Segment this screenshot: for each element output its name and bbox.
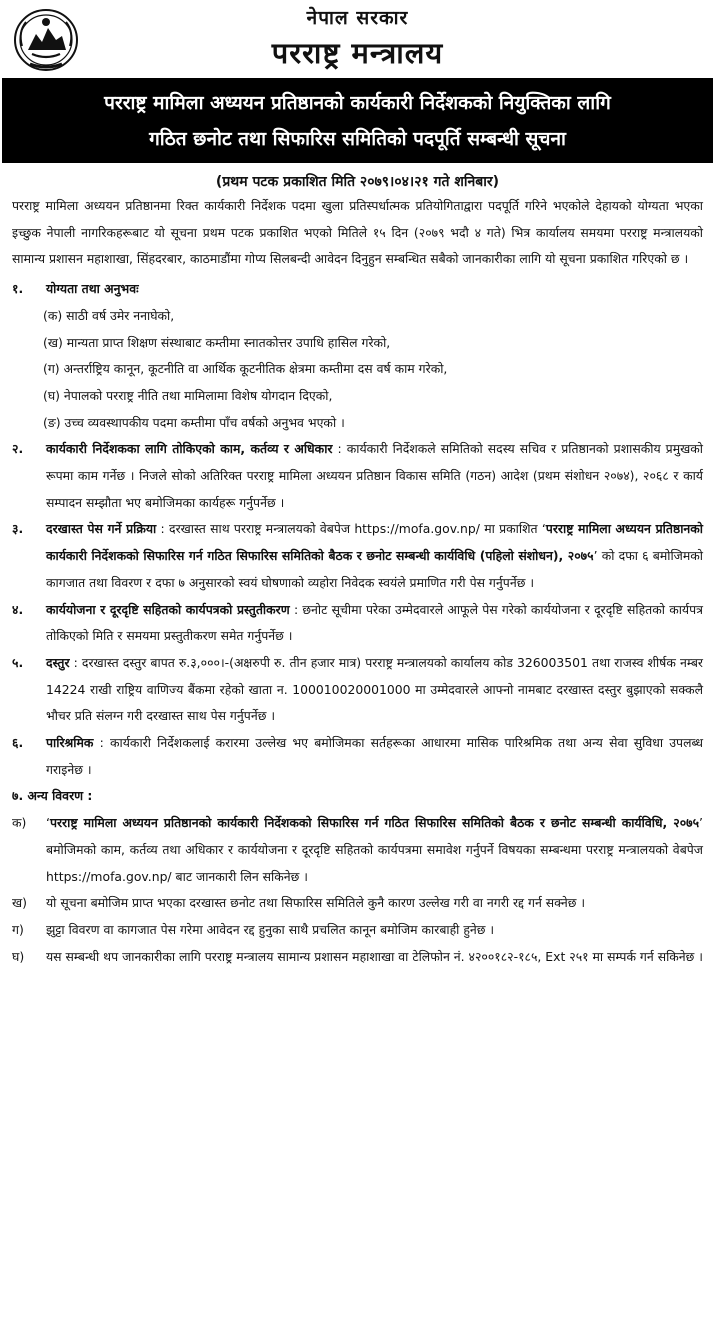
section-heading: दरखास्त पेस गर्ने प्रक्रिया — [46, 521, 157, 537]
section-text: : कार्यकारी निर्देशकले समितिको सदस्य सचिव र प्रतिष्ठानको प्रशासकीय प्रमुखको रूपमा काम गर्नेछ । निजले सोको अतिरिक्त परराष्ट्र मामिला अध्ययन प्रतिष्ठान विकास समिति (गठन) आदेश (प्रथम संशोधन २०७४), २०६८ र कार्य सम्पादन सम्झौता भए बमोजिमका कार्यहरू गर्नुपर्नेछ । — [46, 441, 704, 510]
list-item-text: ’ बमोजिमको काम, कर्तव्य तथा अधिकार र कार्ययोजना र दूरदृष्टि सहितको कार्यपत्रमा समावेश गर्नुपर्ने विषयका सम्बन्धमा परराष्ट्र मन्त्रालयको वेबपेज https://mofa.gov.np/ बाट जानकारी लिन सकिनेछ । — [46, 815, 703, 884]
list-item — [12, 944, 703, 971]
section-heading: योग्यता तथा अनुभवः — [46, 281, 139, 297]
section-remuneration — [12, 730, 703, 783]
section-other-details-heading: ७. अन्य विवरण : — [12, 788, 93, 804]
notice-title-line-2: गठित छनोट तथा सिफारिस समितिको पदपूर्ति सम्बन्धी सूचना — [149, 128, 566, 150]
notice-body — [0, 193, 715, 970]
list-item-text: झुट्टा विवरण वा कागजात पेस गरेमा आवेदन रद्द हुनुका साथै प्रचलित कानून बमोजिम कारबाही हुनेछ । — [46, 921, 495, 937]
header — [0, 0, 715, 78]
section-text: : दरखास्त साथ परराष्ट्र मन्त्रालयको वेबपेज https://mofa.gov.np/ मा प्रकाशित ‘ — [156, 521, 546, 537]
notice-title-banner — [2, 78, 713, 163]
procedure-document-title: परराष्ट्र मामिला अध्ययन प्रतिष्ठानको कार्यकारी निर्देशकको सिफारिस गर्न गठित सिफारिस समितिको बैठक र छनोट सम्बन्धी कार्यविधि, २०७५ — [49, 815, 700, 831]
other-details-list — [12, 810, 703, 970]
list-marker: क) — [12, 815, 27, 831]
list-item — [12, 890, 703, 917]
list-item: (ख) मान्यता प्राप्त शिक्षण संस्थाबाट कम्तीमा स्नातकोत्तर उपाधि हासिल गरेको, — [43, 334, 391, 350]
section-heading: दस्तुर — [46, 654, 70, 670]
intro-paragraph: परराष्ट्र मामिला अध्ययन प्रतिष्ठानमा रिक्त कार्यकारी निर्देशक पदमा खुला प्रतिस्पर्धात्मक प्रतियोगिताद्वारा पदपूर्ति गरिने भएकोले देहायको योग्यता भएका इच्छुक नेपाली नागरिकहरूबाट यो सूचना प्रथम पटक प्रकाशित भएको मितिले १५ दिन (२०७९ भदौ ४ गते) भित्र कार्यालय समयमा परराष्ट्र मन्त्रालयको सामान्य प्रशासन महाशाखा, सिंहदरबार, काठमाडौंमा गोप्य सिलबन्दी आवेदन दिनुहुन सम्बन्धित सबैको जानकारीका लागि यो सूचना प्रकाशित गरिएको छ । — [12, 198, 703, 267]
section-heading: पारिश्रमिक — [46, 735, 94, 751]
section-qualifications — [12, 276, 703, 303]
list-item — [12, 810, 703, 890]
list-item: (ग) अन्तर्राष्ट्रिय कानून, कूटनीति वा आर्थिक कूटनीतिक क्षेत्रमा कम्तीमा दस वर्ष काम गरेको, — [43, 361, 448, 377]
qualification-list — [43, 303, 703, 437]
ministry-name: परराष्ट्र मन्त्रालय — [271, 36, 444, 70]
list-marker: घ) — [12, 948, 25, 964]
publication-date: (प्रथम पटक प्रकाशित मिति २०७९।०४।२१ गते शनिबार) — [215, 174, 500, 190]
procedure-document-title: परराष्ट्र मामिला अध्ययन प्रतिष्ठानको कार्यकारी निर्देशकको सिफारिस गर्न गठित सिफारिस समितिको बैठक र छनोट सम्बन्धी कार्यविधि (पहिलो संशोधन), २०७५ — [46, 521, 704, 564]
section-work-plan-presentation — [12, 597, 703, 650]
government-name: नेपाल सरकार — [306, 7, 409, 29]
section-number: १. — [12, 281, 24, 297]
section-text: : दरखास्त दस्तुर बापत रु.३,०००।-(अक्षरुपी रु. तीन हजार मात्र) परराष्ट्र मन्त्रालयको कार्यालय कोड 326003501 तथा राजस्व शीर्षक नम्बर 14224 राखी राष्ट्रिय वाणिज्य बैंकमा रहेको खाता न. 100010020001000 मा उम्मेदवारले आफ्नो नामबाट दरखास्त दस्तुर बुझाएको सक्कलै भौचर प्रति संलग्न गरी दरखास्त साथ पेस गर्नुपर्नेछ । — [46, 654, 703, 724]
list-item: (ङ) उच्च व्यवस्थापकीय पदमा कम्तीमा पाँच वर्षको अनुभव भएको । — [43, 414, 345, 430]
list-item — [12, 917, 703, 944]
section-text: : कार्यकारी निर्देशकलाई करारमा उल्लेख भए बमोजिमका सर्तहरूका आधारमा मासिक पारिश्रमिक तथा अन्य सेवा सुविधा उपलब्ध गराइनेछ । — [46, 735, 703, 777]
list-item: (घ) नेपालको परराष्ट्र नीति तथा मामिलामा विशेष योगदान दिएको, — [43, 387, 333, 403]
quote-open: ‘ — [46, 815, 50, 831]
section-number: २. — [12, 441, 24, 457]
section-number: ५. — [12, 654, 24, 670]
list-item: (क) साठी वर्ष उमेर ननाघेको, — [43, 307, 175, 323]
list-marker: ख) — [12, 895, 27, 911]
section-fee — [12, 650, 703, 730]
list-item-text: यस सम्बन्धी थप जानकारीका लागि परराष्ट्र मन्त्रालय सामान्य प्रशासन महाशाखा वा टेलिफोन नं. ४२००१८२-१८५, Ext २५१ मा सम्पर्क गर्न सकिनेछ । — [46, 948, 703, 964]
section-duties — [12, 436, 703, 516]
section-number: ३. — [12, 521, 24, 537]
section-number: ४. — [12, 601, 24, 617]
list-item-text: यो सूचना बमोजिम प्राप्त भएका दरखास्त छनोट तथा सिफारिस समितिले कुनै कारण उल्लेख गरी वा नगरी रद्द गर्न सक्नेछ । — [46, 895, 586, 911]
section-heading: कार्यकारी निर्देशकका लागि तोकिएको काम, कर्तव्य र अधिकार — [46, 441, 333, 457]
notice-title-line-1: परराष्ट्र मामिला अध्ययन प्रतिष्ठानको कार्यकारी निर्देशकको नियुक्तिका लागि — [104, 92, 611, 114]
section-application-process — [12, 516, 703, 596]
section-text: : छनोट सूचीमा परेका उम्मेदवारले आफूले पेस गरेको कार्ययोजना र दूरदृष्टि सहितको कार्यपत्र तोकिएको मिति र समयमा प्रस्तुतीकरण समेत गर्नुपर्नेछ । — [46, 601, 703, 644]
section-number: ६. — [12, 735, 24, 751]
section-heading: कार्ययोजना र दूरदृष्टि सहितको कार्यपत्रको प्रस्तुतीकरण — [46, 601, 290, 617]
section-text: ’ को दफा ६ बमोजिमको कागजात तथा विवरण र दफा ७ अनुसारको स्वयं घोषणाको व्यहोरा निवेदक स्वयंले प्रमाणित गरी पेस गर्नुपर्नेछ । — [46, 548, 703, 590]
list-marker: ग) — [12, 921, 24, 937]
